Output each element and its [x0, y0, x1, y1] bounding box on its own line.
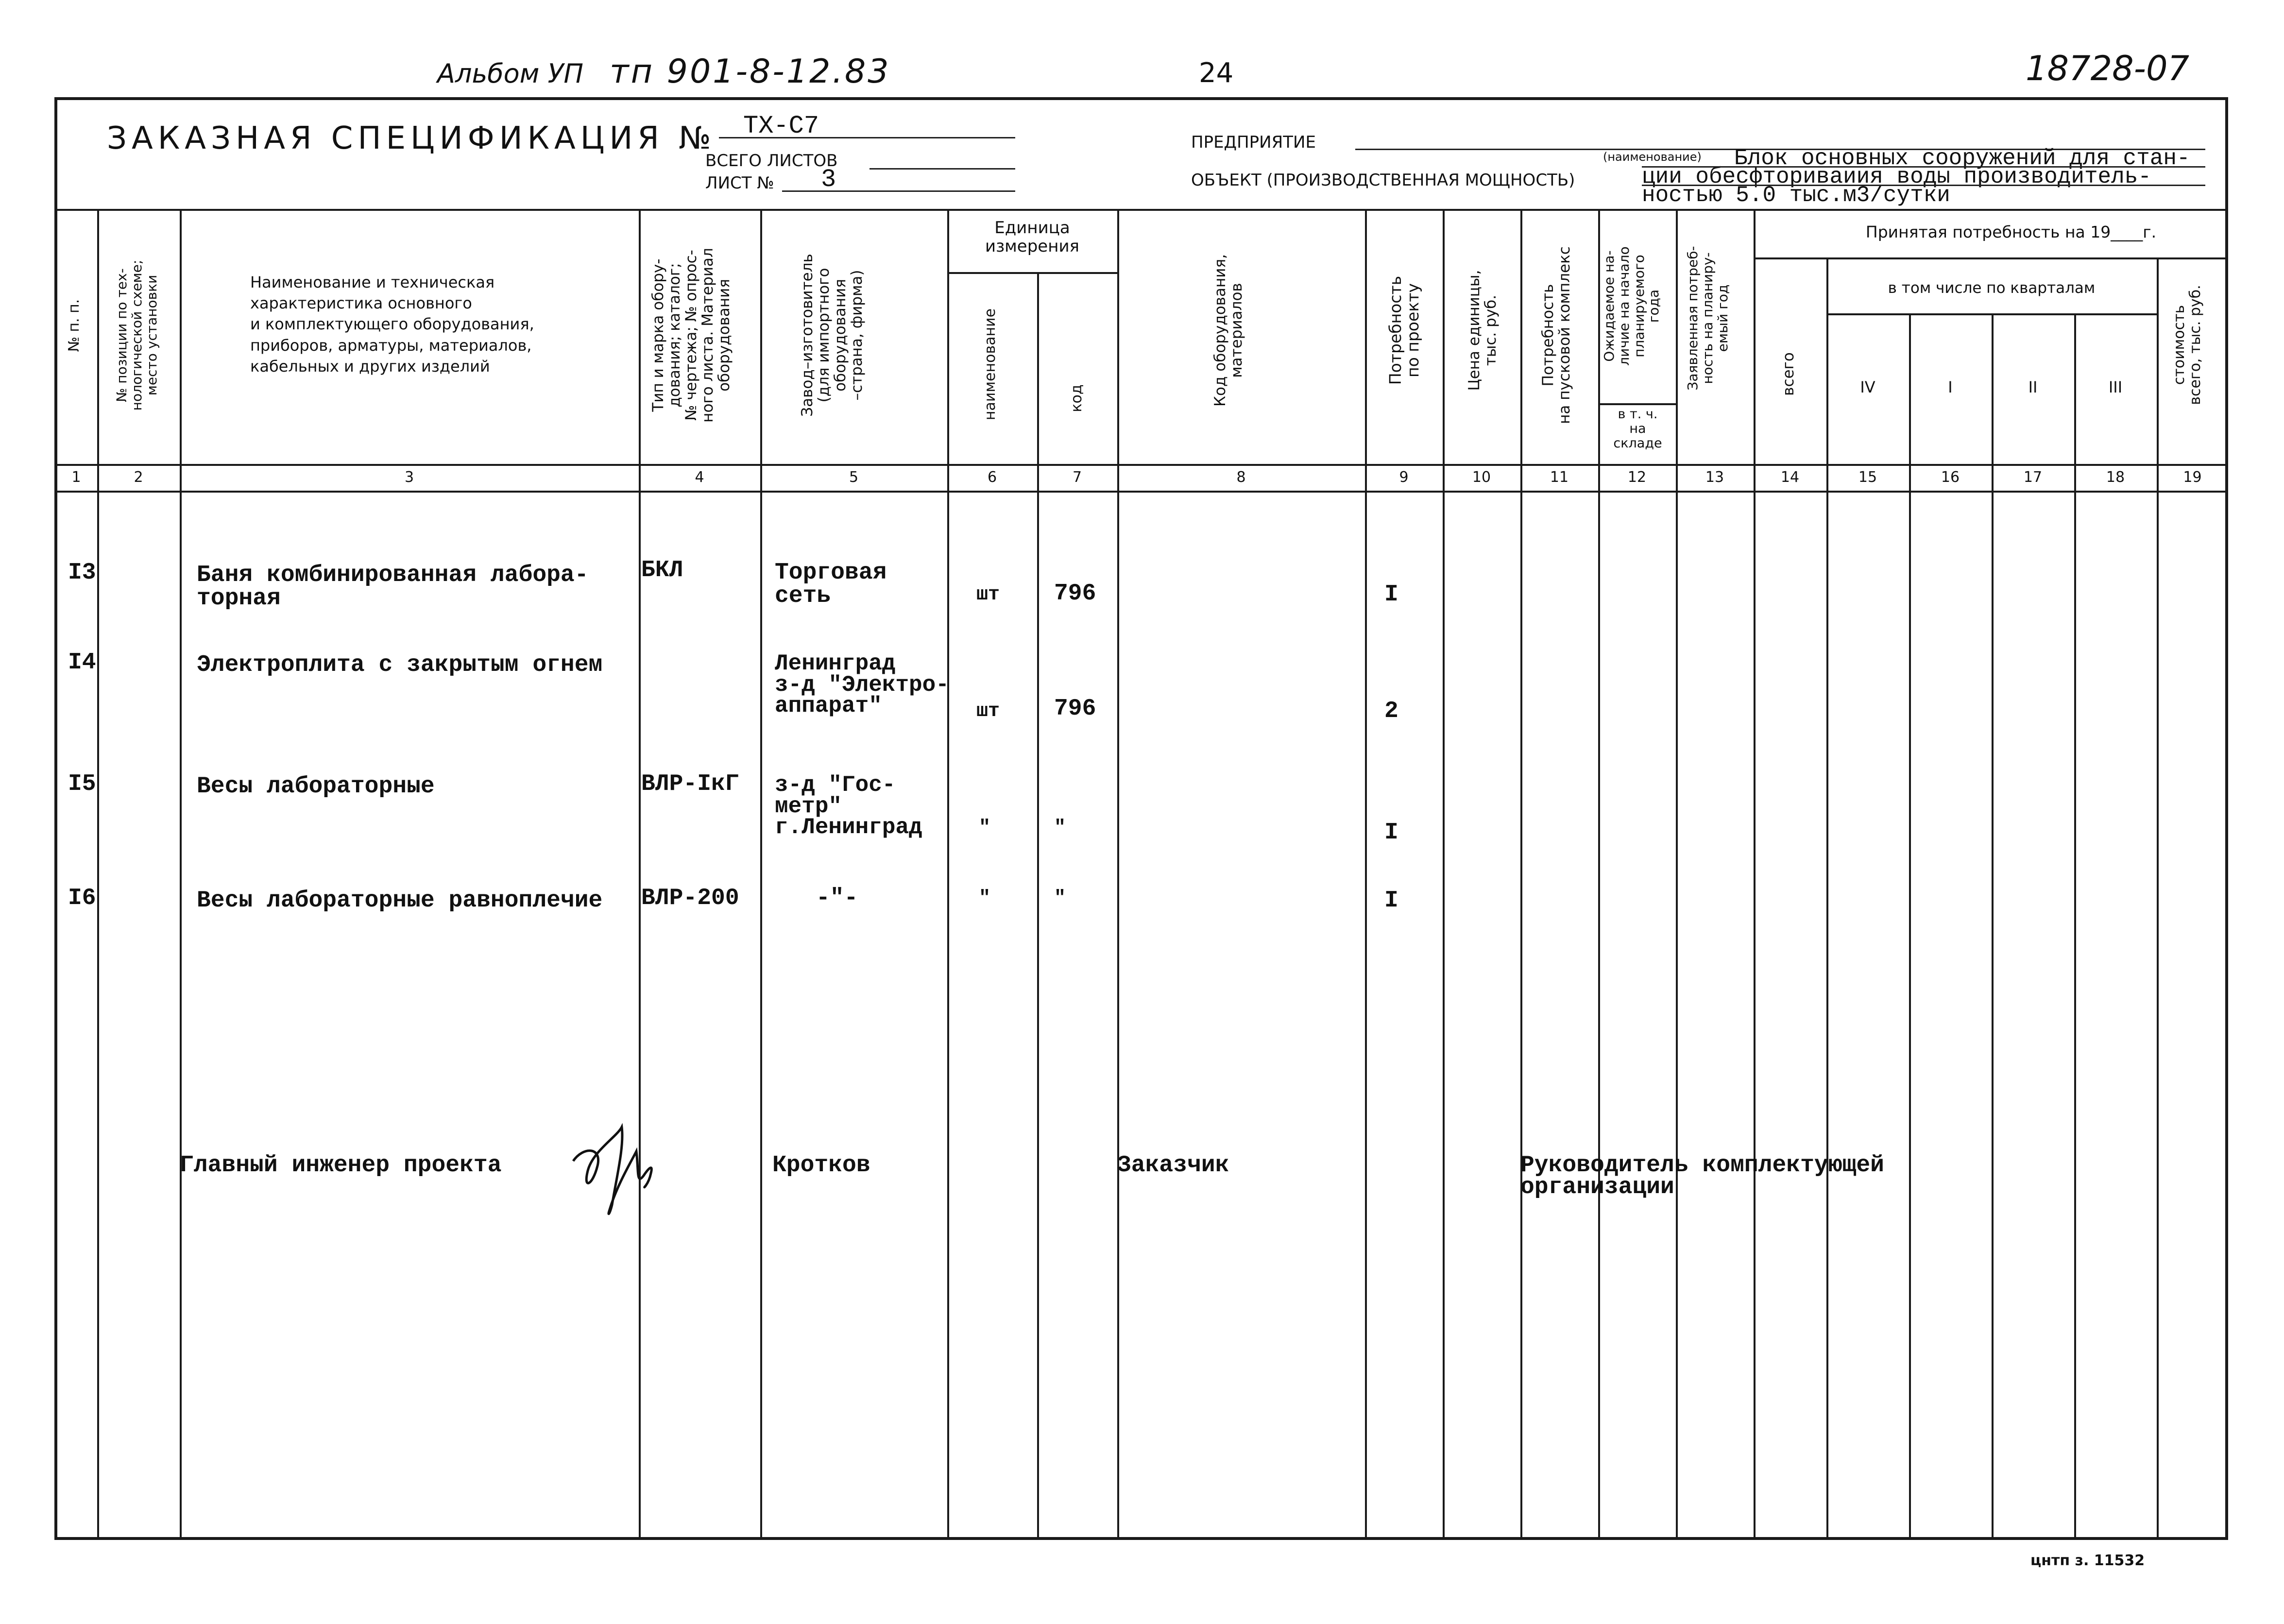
header-col-2: № позиции по тех- нологической схеме; место установки	[114, 259, 160, 411]
row-1-need: I	[1384, 581, 1398, 608]
row-2-code: 796	[1054, 696, 1096, 722]
col-number-15: 15	[1858, 469, 1877, 486]
header-unit-group: Единица измерения	[985, 218, 1080, 256]
col-number-11: 11	[1550, 469, 1569, 486]
object-underline-2	[1642, 185, 2205, 186]
sheet-label: ЛИСТ №	[705, 173, 774, 193]
header-q1: I	[1948, 378, 1953, 396]
col-line-12	[1676, 209, 1678, 1540]
row-1-num: I3	[68, 560, 96, 586]
col-line-2	[180, 209, 182, 1540]
row-2-maker: Ленинград з-д "Электро- аппарат"	[775, 651, 949, 719]
object-underline-1	[1642, 166, 2205, 168]
page-number: 24	[1199, 57, 1234, 89]
col-line-3	[639, 209, 641, 1540]
col-number-17: 17	[2023, 469, 2043, 486]
row-1-maker: Торговая сеть	[775, 560, 887, 609]
album-label: Альбом УП	[437, 58, 584, 89]
row-4-unit: "	[979, 888, 991, 909]
col-line-9	[1443, 209, 1445, 1540]
footer-stamp: цнтп з. 11532	[2030, 1552, 2145, 1569]
row-3-need: I	[1384, 820, 1398, 846]
total-sheets-line	[869, 168, 1015, 170]
col-line-16	[1992, 313, 1994, 1540]
header-col-12: Ожидаемое на- личие на начало планируемого года	[1601, 246, 1662, 366]
row-3-type: ВЛР-IкГ	[641, 771, 739, 797]
row-4-maker: -"-	[816, 885, 858, 911]
col-number-5: 5	[849, 469, 859, 486]
header-col-11: Потребность на пусковой комплекс	[1539, 246, 1574, 424]
col-number-6: 6	[987, 469, 997, 486]
col-number-2: 2	[134, 469, 143, 486]
col-number-1: 1	[71, 469, 81, 486]
header-col-8: Код оборудования, материалов	[1211, 254, 1246, 407]
header-col-10: Цена единицы, тыс. руб.	[1466, 270, 1500, 391]
col-line-5	[947, 209, 949, 1540]
row-2-num: I4	[68, 650, 96, 676]
header-col-12-sub: в т. ч. на складе	[1613, 407, 1662, 451]
col-line-15	[1909, 313, 1911, 1540]
row-3-maker: з-д "Гос- метр" г.Ленинград	[775, 772, 922, 840]
header-col-1: № п. п.	[66, 299, 83, 352]
spec-title: ЗАКАЗНАЯ СПЕЦИФИКАЦИЯ №	[107, 120, 716, 156]
col-line-6	[1037, 272, 1039, 1540]
row-2-name: Электроплита с закрытым огнем	[197, 652, 603, 678]
col-line-1	[97, 209, 99, 1540]
signature-mark	[563, 1117, 661, 1224]
row-2-need: 2	[1384, 698, 1398, 724]
object-line-3: ностью 5.0 тыс.м3/сутки	[1642, 183, 1950, 208]
customer-label: Заказчик	[1117, 1152, 1229, 1179]
col-number-9: 9	[1399, 469, 1409, 486]
header-need-group: Принятая потребность на 19____г.	[1865, 222, 2157, 241]
col-number-14: 14	[1780, 469, 1800, 486]
row-3-code: "	[1054, 817, 1066, 839]
col-number-13: 13	[1705, 469, 1724, 486]
row-1-name: Баня комбинированная лабора- торная	[197, 562, 589, 612]
row-1-code: 796	[1054, 581, 1096, 607]
col-line-7	[1117, 209, 1119, 1540]
header-q3: III	[2108, 378, 2123, 396]
col-number-4: 4	[695, 469, 704, 486]
header-col-4: Тип и марка обору- дования; каталог; № чертежа; № опрос- ного листа. Материал оборудования	[649, 248, 733, 423]
author-name: Кротков	[772, 1152, 870, 1179]
header-divider	[54, 209, 2228, 211]
spec-number-line	[719, 137, 1015, 138]
chief-engineer-label: Главный инженер проекта	[180, 1152, 502, 1179]
col-number-16: 16	[1941, 469, 1960, 486]
sheet-value: 3	[821, 165, 836, 194]
row-1-type: БКЛ	[641, 557, 683, 583]
row-4-code: "	[1054, 888, 1066, 909]
numbers-row-bottom	[54, 491, 2228, 493]
spec-number: ТХ-С7	[743, 112, 819, 140]
tp-code: тп 901-8-12.83	[610, 52, 891, 91]
col-number-7: 7	[1072, 469, 1082, 486]
col-line-8	[1365, 209, 1367, 1540]
col-number-19: 19	[2183, 469, 2202, 486]
col-number-18: 18	[2106, 469, 2125, 486]
row-3-name: Весы лабораторные	[197, 773, 435, 800]
total-sheets-label: ВСЕГО ЛИСТОВ	[705, 151, 838, 171]
sheet-line	[782, 190, 1015, 192]
col-line-17	[2074, 313, 2076, 1540]
header-col-6: наименование	[982, 308, 999, 421]
col-line-14	[1826, 257, 1828, 1540]
head-label-line-2: организации	[1520, 1174, 1674, 1200]
col-line-13	[1754, 209, 1756, 1540]
enterprise-label: ПРЕДПРИЯТИЕ	[1191, 133, 1316, 152]
object-label: ОБЪЕКТ (ПРОИЗВОДСТВЕННАЯ МОЩНОСТЬ)	[1191, 171, 1575, 190]
col-number-3: 3	[404, 469, 414, 486]
header-quarters-group: в том числе по кварталам	[1888, 279, 2096, 297]
row-3-num: I5	[68, 771, 96, 797]
row-3-unit: "	[979, 817, 991, 839]
header-col-5: Завод–изготовитель (для импортного оборудования –страна, фирма)	[799, 254, 866, 417]
header-q2: II	[2028, 378, 2038, 396]
col-number-10: 10	[1472, 469, 1491, 486]
c12-sub-line	[1598, 403, 1676, 405]
unit-group-line	[947, 272, 1117, 274]
header-q4: IV	[1860, 378, 1875, 396]
col-number-12: 12	[1627, 469, 1647, 486]
object-line-2: ции обесфториваиия воды производитель-	[1642, 164, 2151, 189]
naming-label: (наименование)	[1603, 150, 1702, 164]
header-col-9: Потребность по проекту	[1386, 275, 1423, 385]
row-4-need: I	[1384, 888, 1398, 914]
header-col-14: всего	[1780, 352, 1797, 396]
col-number-8: 8	[1236, 469, 1246, 486]
col-line-18	[2157, 257, 2159, 1540]
row-4-num: I6	[68, 885, 96, 911]
head-label-line-1: Руководитель комплектующей	[1520, 1152, 1884, 1179]
col-line-4	[760, 209, 762, 1540]
header-col-3: Наименование и техническая характеристика основного и комплектующего оборудования, приборов, арматуры, материалов, кабельных и других изделий	[250, 273, 534, 376]
archive-number: 18728-07	[2026, 49, 2190, 88]
col-line-10	[1520, 209, 1522, 1540]
row-4-type: ВЛР-200	[641, 885, 739, 911]
row-4-name: Весы лабораторные равноплечие	[197, 888, 603, 914]
object-line-1: Блок основных сооружений для стан-	[1734, 146, 2190, 171]
header-col-7: код	[1068, 384, 1085, 412]
header-col-19: стоимость всего, тыс. руб.	[2171, 285, 2204, 405]
row-1-unit: шт	[976, 584, 1000, 606]
row-2-unit: шт	[976, 701, 1000, 722]
header-col-13: Заявленная потреб- ность на планиру- емый год	[1685, 246, 1731, 391]
